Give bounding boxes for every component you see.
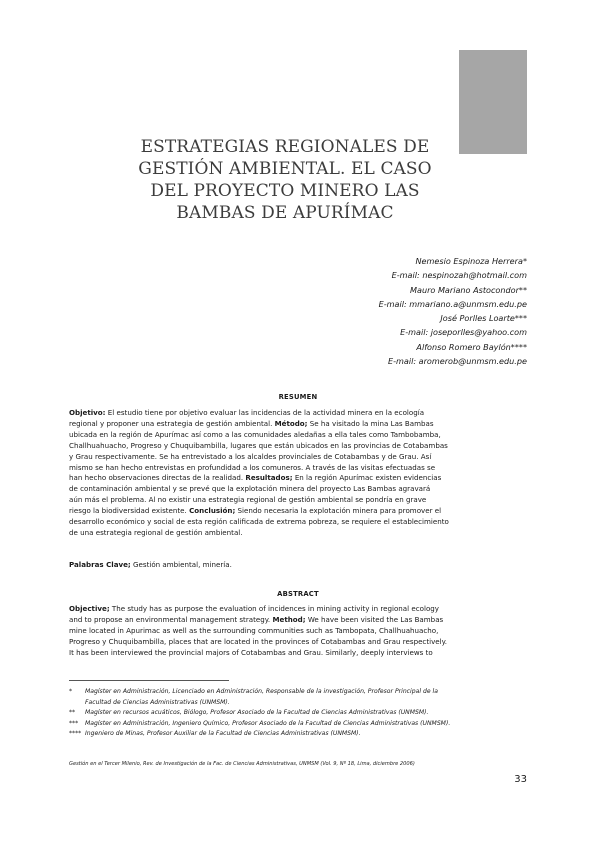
abstract-body — [69, 604, 527, 659]
footnote-divider — [69, 680, 229, 681]
resumen-line: de una estrategia regional de gestión ambiental. — [69, 527, 243, 537]
keywords-label: Palabras Clave; — [69, 560, 131, 569]
abstract-line: Objective; The study has as purpose the evaluation of incidences in mining activity in regional ecology — [69, 604, 439, 613]
resumen-line: ubicada en la región de Apurímac así como a las comunidades aledañas a ella tales como Tambobamba, — [69, 429, 441, 439]
resumen-body — [69, 408, 527, 539]
title-line: BAMBAS DE APURÍMAC — [176, 203, 394, 223]
footnote: * Magíster en Administración, Licenciado en Administración, Responsable de la investigación, Profesor Principal de la — [69, 688, 438, 695]
journal-source: Gestión en el Tercer Milenio, Rev. de Investigación de la Fac. de Ciencias Administrativas, UNMSM (Vol. 9, Nº 18, Lima, diciembre 2006) — [69, 761, 415, 767]
resumen-line: desarrollo económico y social de esta región calificada de extrema pobreza, se requiere el establecimiento — [69, 517, 449, 527]
footnote: ** Magíster en recursos acuáticos, Biólogo, Profesor Asociado de la Facultad de Ciencias Administrativas (UNMSM). — [69, 709, 429, 717]
keywords-text: Gestión ambiental, minería. — [130, 560, 232, 569]
footnote: Facultad de Ciencias Administrativas (UNMSM). — [85, 698, 230, 706]
resumen-line: Challhuahuacho, Progreso y Chuquibambilla, lugares que están ubicados en las provincias de Cotabambas — [69, 440, 448, 450]
title-line: DEL PROYECTO MINERO LAS — [150, 181, 420, 201]
resumen-line: han hecho observaciones directas de la realidad. Resultados; En la región Apurímac existen evidencias — [69, 473, 442, 483]
footnote: **** Ingeniero de Minas, Profesor Auxiliar de la Facultad de Ciencias Administrativas (UNMSM). — [69, 730, 361, 738]
title-line: GESTIÓN AMBIENTAL. EL CASO — [138, 159, 432, 179]
author-name: Mauro Mariano Astocondor** — [410, 284, 527, 295]
author-block — [167, 254, 527, 368]
abstract-line: and to propose an environmental management strategy. Method; We have been visited the Las Bambas — [69, 614, 444, 624]
title-line: ESTRATEGIAS REGIONALES DE — [140, 137, 430, 157]
resumen-line: de contaminación ambiental y se prevé que la explotación minera del proyecto Las Bambas agravará — [69, 484, 431, 494]
resumen-heading: RESUMEN — [278, 393, 318, 401]
resumen-line: mismo se han hecho entrevistas en profundidad a los comuneros. A través de las visitas efectuadas se — [69, 462, 436, 472]
abstract-line: It has been interviewed the provincial majors of Cotabambas and Grau. Similarly, deeply interviews to — [69, 647, 433, 657]
author-name: José Porlles Loarte*** — [440, 313, 527, 324]
author-email[interactable]: E-mail: joseporlles@yahoo.com — [400, 327, 527, 338]
footnotes — [69, 687, 527, 740]
resumen-line: aún más el problema. Al no existir una estrategia regional de gestión ambiental se pondría en grave — [69, 495, 427, 505]
resumen-line: regional y proponer una estrategia de gestión ambiental. Método; Se ha visitado la mina Las Bambas — [69, 418, 434, 428]
page-number: 33 — [514, 774, 527, 785]
author-email[interactable]: E-mail: aromerob@unmsm.edu.pe — [387, 356, 527, 367]
author-email[interactable]: E-mail: mmariano.a@unmsm.edu.pe — [378, 298, 527, 309]
abstract-line: Progreso y Chuquibambilla, places that are located in the provinces of Cotabambas and Grau respectively. — [69, 636, 448, 646]
resumen-line: riesgo la biodiversidad existente. Conclusión; Siendo necesaria la explotación minera para promover el — [69, 506, 442, 516]
abstract-heading: ABSTRACT — [277, 590, 319, 598]
author-name: Alfonso Romero Baylón**** — [416, 341, 527, 352]
keywords — [69, 560, 232, 569]
resumen-line: Objetivo: El estudio tiene por objetivo evaluar las incidencias de la actividad minera en la ecología — [69, 408, 425, 417]
resumen-line: y Grau respectivamente. Se ha entrevistado a los alcaldes provinciales de Cotabambas y de Grau. Así — [69, 451, 432, 461]
author-email[interactable]: E-mail: nespinozah@hotmail.com — [391, 270, 527, 281]
footnote: *** Magíster en Administración, Ingeniero Químico, Profesor Asociado de la Facultad de Ciencias Administrativas (UNMSM). — [69, 719, 451, 727]
abstract-line: mine located in Apurimac as well as the surrounding communities such as Tambopata, Challhuahuacho, — [69, 625, 439, 635]
article-title — [100, 136, 470, 224]
author-name: Nemesio Espinoza Herrera* — [415, 256, 527, 266]
